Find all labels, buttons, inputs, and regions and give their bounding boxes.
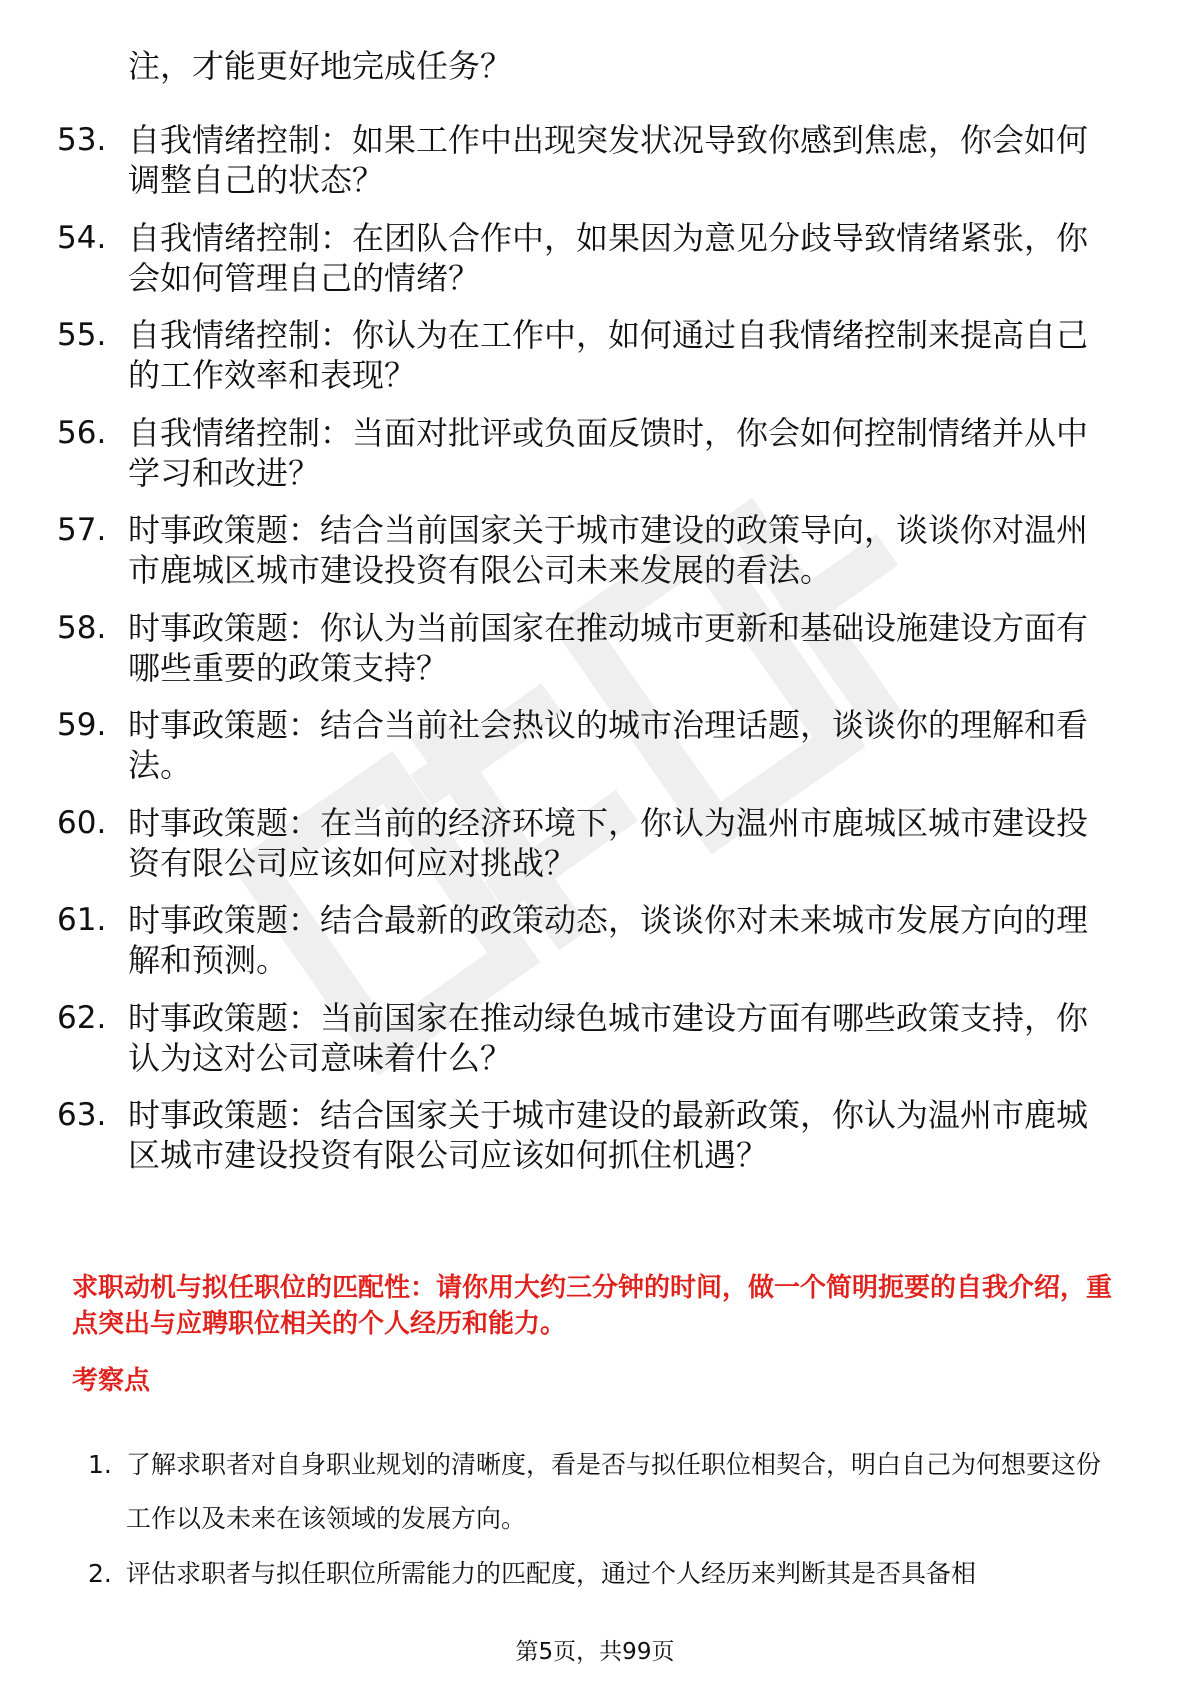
question-text: 时事政策题：结合最新的政策动态，谈谈你对未来城市发展方向的理解和预测。 [128, 901, 1089, 979]
motive-question: 求职动机与拟任职位的匹配性：请你用大约三分钟的时间，做一个简明扼要的自我介绍，重点突出与应聘职位相关的个人经历和能力。 [72, 1273, 1113, 1339]
question-item [0, 1095, 1190, 1177]
question-item [0, 900, 1190, 982]
question-text: 时事政策题：结合当前国家关于城市建设的政策导向，谈谈你对温州市鹿城区城市建设投资有限公司未来发展的看法。 [128, 511, 1089, 589]
question-number: 63. [57, 1097, 107, 1133]
question-number: 62. [57, 999, 107, 1036]
question-item [0, 120, 1190, 202]
page-footer: 第5页，共99页 [515, 1639, 675, 1665]
question-number: 56. [57, 414, 107, 451]
question-continuation: 注，才能更好地完成任务？ [128, 47, 513, 85]
question-list [0, 120, 1190, 1193]
question-number: 53. [57, 122, 107, 158]
question-text: 自我情绪控制：在团队合作中，如果因为意见分歧导致情绪紧张，你会如何管理自己的情绪？ [128, 218, 1089, 297]
question-item [0, 998, 1190, 1080]
question-item [0, 413, 1190, 495]
section-title: 考察点 [72, 1366, 151, 1396]
point-text: 评估求职者与拟任职位所需能力的匹配度，通过个人经历来判断其是否具备相 [126, 1559, 977, 1588]
question-text: 时事政策题：在当前的经济环境下，你认为温州市鹿城区城市建设投资有限公司应该如何应对挑战？ [128, 803, 1089, 882]
question-number: 59. [57, 707, 107, 743]
question-number: 61. [57, 902, 107, 938]
question-text: 时事政策题：你认为当前国家在推动城市更新和基础设施建设方面有哪些重要的政策支持？ [128, 608, 1089, 687]
point-text: 了解求职者对自身职业规划的清晰度，看是否与拟任职位相契合，明白自己为何想要这份工作以及未来在该领域的发展方向。 [126, 1450, 1102, 1533]
question-item [0, 803, 1190, 885]
question-item [0, 315, 1190, 397]
point-number: 1. [88, 1450, 112, 1479]
question-text: 时事政策题：结合国家关于城市建设的最新政策，你认为温州市鹿城区城市建设投资有限公司应该如何抓住机遇？ [128, 1096, 1089, 1174]
point-number: 2. [88, 1559, 112, 1588]
question-number: 57. [57, 512, 107, 548]
question-item [0, 608, 1190, 690]
question-text: 时事政策题：当前国家在推动绿色城市建设方面有哪些政策支持，你认为这对公司意味着什么？ [128, 998, 1089, 1077]
question-number: 60. [57, 804, 107, 841]
assessment-points-list [0, 1438, 1190, 1656]
question-item [0, 218, 1190, 300]
assessment-point [0, 1438, 1190, 1546]
question-text: 时事政策题：结合当前社会热议的城市治理话题，谈谈你的理解和看法。 [128, 706, 1089, 784]
question-text: 自我情绪控制：你认为在工作中，如何通过自我情绪控制来提高自己的工作效率和表现？ [128, 316, 1089, 394]
question-number: 54. [57, 219, 107, 256]
question-number: 58. [57, 609, 107, 646]
question-item [0, 705, 1190, 787]
question-text: 自我情绪控制：当面对批评或负面反馈时，你会如何控制情绪并从中学习和改进？ [128, 413, 1089, 492]
question-item [0, 510, 1190, 592]
question-text: 自我情绪控制：如果工作中出现突发状况导致你感到焦虑，你会如何调整自己的状态？ [128, 121, 1089, 199]
question-number: 55. [57, 317, 107, 353]
